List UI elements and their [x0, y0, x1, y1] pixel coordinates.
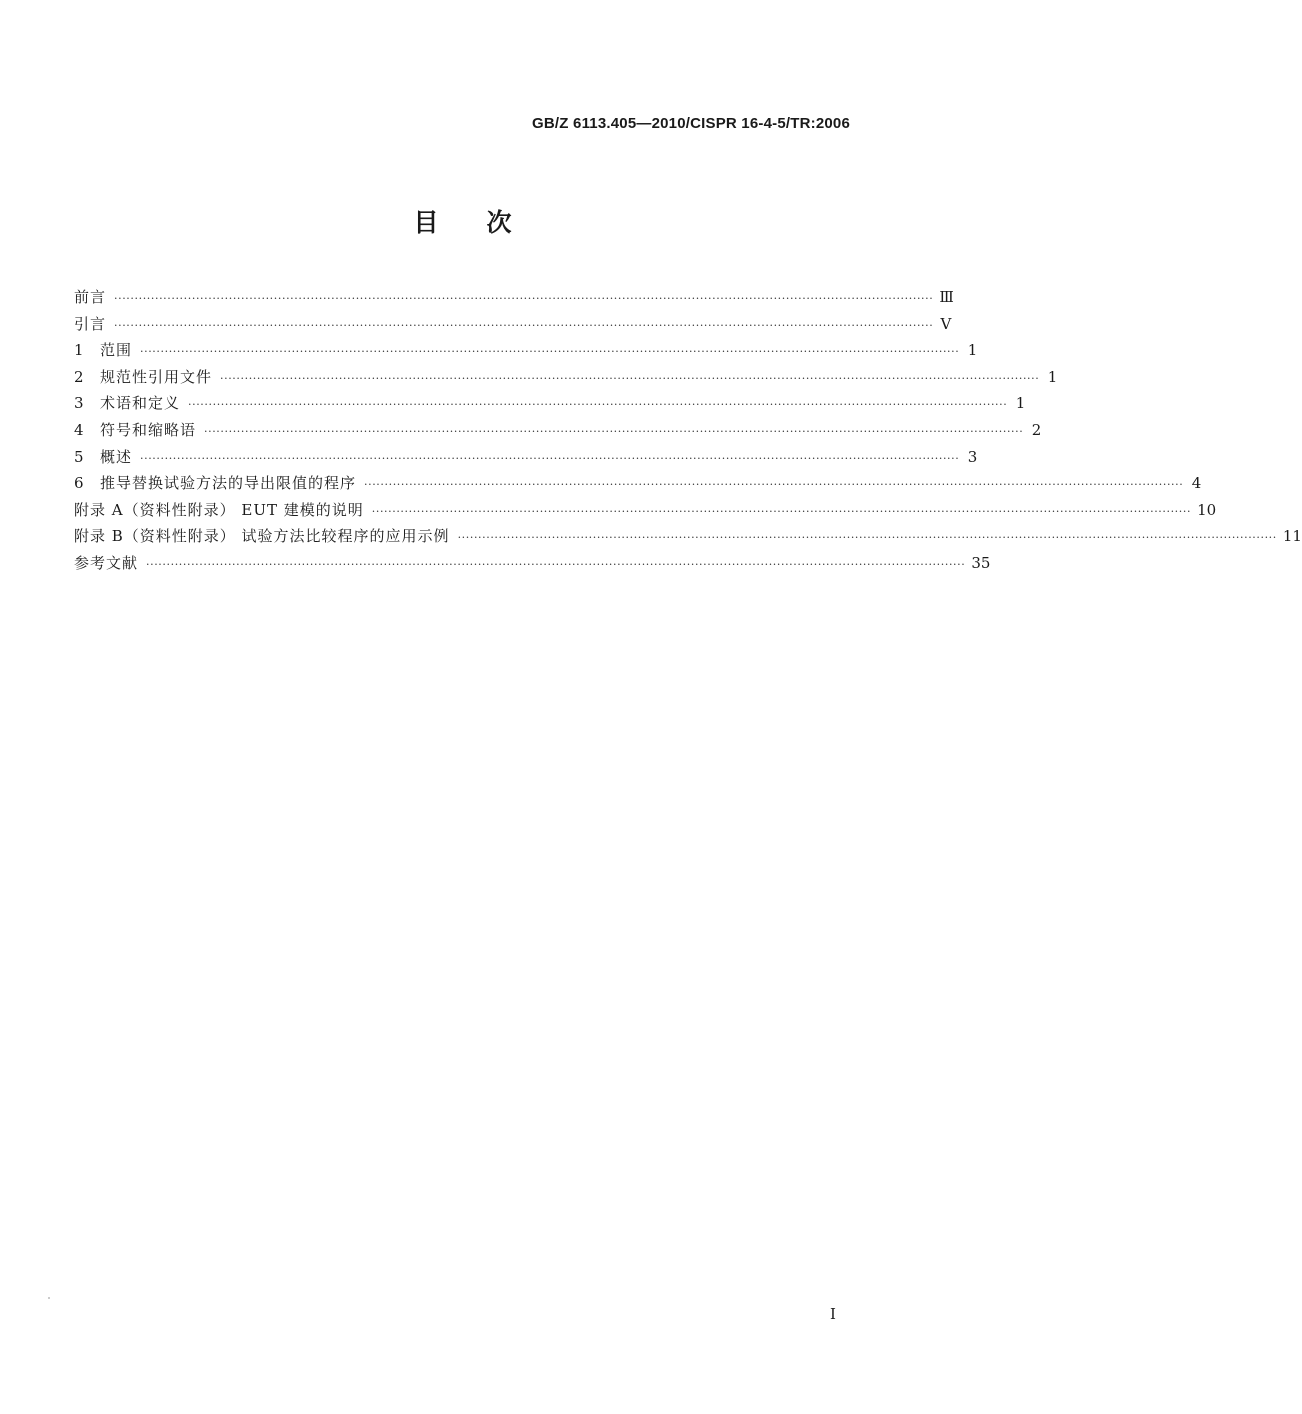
toc-entry-page: 2 [1031, 420, 1042, 439]
toc-entry-label: 附录 B（资料性附录） 试验方法比较程序的应用示例 [74, 527, 450, 546]
toc-entry-page: Ⅲ [939, 288, 954, 306]
toc-dot-leader: ········································································································································································································ [364, 478, 1184, 492]
toc-entry-page: 3 [967, 447, 978, 466]
toc-entry-page: 1 [1015, 394, 1026, 413]
toc-dot-leader: ········································································································································································································ [457, 531, 1277, 545]
page-number: Ⅰ [830, 1305, 836, 1323]
toc-dot-leader: ········································································································································································································ [220, 371, 1040, 385]
toc-entry[interactable] [74, 284, 954, 311]
toc-entry-number: 4 [74, 420, 84, 439]
toc-entry-label: 符号和缩略语 [100, 420, 197, 439]
toc-entry-page: 1 [967, 341, 978, 360]
toc-entry-label: 推导替换试验方法的导出限值的程序 [100, 474, 357, 493]
toc-entry[interactable] [74, 337, 978, 364]
table-of-contents [74, 284, 1302, 577]
toc-entry-label: 参考文献 [74, 553, 139, 572]
toc-entry-number: 1 [74, 341, 84, 360]
toc-entry[interactable] [74, 417, 1042, 444]
toc-dot-leader: ········································································································································································································ [114, 318, 934, 332]
toc-entry-page: 10 [1197, 500, 1217, 519]
toc-dot-leader: ········································································································································································································ [140, 345, 960, 359]
toc-entry-page: 35 [971, 553, 991, 572]
toc-entry[interactable] [74, 497, 1217, 524]
toc-entry[interactable] [74, 311, 952, 338]
toc-dot-leader: ········································································································································································································ [114, 292, 934, 305]
scan-speck [48, 1297, 50, 1299]
toc-entry[interactable] [74, 364, 1058, 391]
toc-entry[interactable] [74, 523, 1302, 550]
toc-entry-number: 3 [74, 394, 84, 413]
toc-dot-leader: ········································································································································································································ [204, 424, 1024, 438]
toc-dot-leader: ········································································································································································································ [188, 398, 1008, 412]
toc-entry-page: 1 [1047, 367, 1058, 386]
toc-entry-number: 2 [74, 367, 84, 386]
toc-entry-page: Ⅴ [940, 314, 952, 333]
toc-entry-label: 前言 [74, 288, 107, 306]
toc-entry[interactable] [74, 470, 1202, 497]
toc-dot-leader: ········································································································································································································ [371, 504, 1192, 518]
toc-dot-leader: ········································································································································································································ [146, 557, 966, 571]
toc-entry-number: 6 [74, 474, 84, 493]
page-title: 目次 [413, 208, 560, 237]
toc-entry-label: 术语和定义 [100, 394, 181, 413]
toc-entry-number: 5 [74, 447, 84, 466]
document-header-code: GB/Z 6113.405—2010/CISPR 16-4-5/TR:2006 [532, 115, 850, 132]
toc-entry-label: 概述 [100, 447, 133, 466]
toc-entry-label: 规范性引用文件 [100, 367, 213, 386]
toc-dot-leader: ········································································································································································································ [140, 451, 960, 465]
toc-entry-page: 4 [1191, 474, 1202, 493]
toc-entry-label: 范围 [100, 341, 133, 360]
toc-entry[interactable] [74, 390, 1026, 417]
toc-entry[interactable] [74, 550, 991, 577]
toc-entry-label: 附录 A（资料性附录） EUT 建模的说明 [74, 500, 364, 519]
toc-entry-page: 11 [1282, 527, 1302, 546]
toc-entry-label: 引言 [74, 314, 107, 333]
toc-entry[interactable] [74, 444, 978, 471]
